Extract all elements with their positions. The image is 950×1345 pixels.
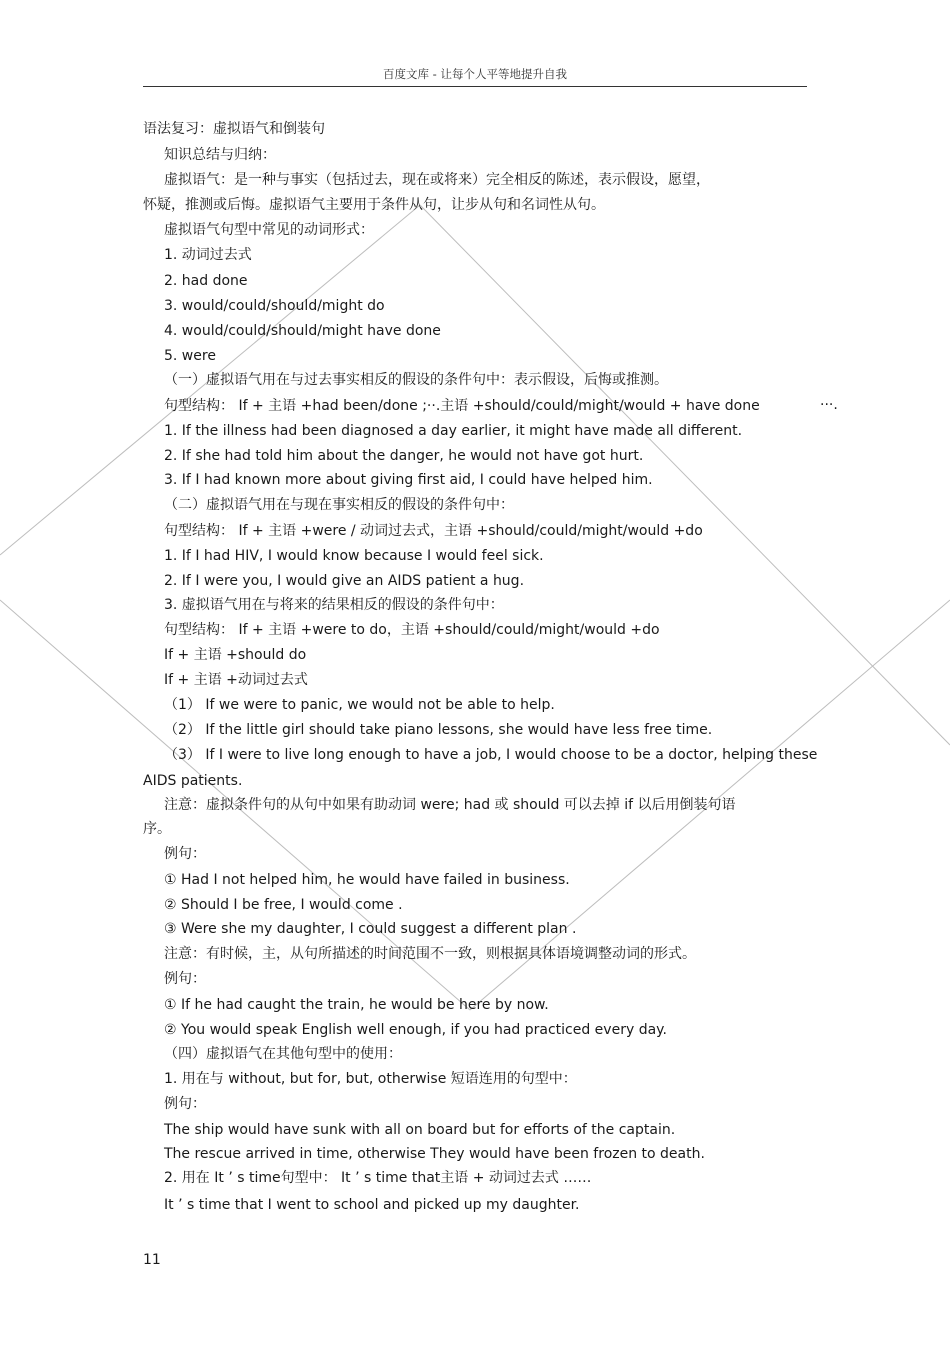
note-line: 注意：虚拟条件句的从句中如果有助动词 were; had 或 should 可以去掉 if 以后用倒装句语 [164, 797, 736, 813]
example-sentence: The rescue arrived in time, otherwise They would have been frozen to death. [164, 1146, 705, 1162]
subsection-heading: （一）虚拟语气用在与过去事实相反的假设的条件句中：表示假设，后悔或推测。 [164, 372, 668, 388]
section-heading: 知识总结与归纳： [164, 147, 276, 163]
example-sentence: The ship would have sunk with all on board but for efforts of the captain. [164, 1122, 676, 1138]
pattern-line: 句型结构： If + 主语 +were to do，主语 +should/could/might/would +do [164, 622, 660, 638]
pattern-line: If + 主语 +动词过去式 [164, 672, 308, 688]
paragraph-line: 虚拟语气：是一种与事实（包括过去，现在或将来）完全相反的陈述，表示假设，愿望， [164, 172, 710, 188]
header-divider [143, 86, 807, 87]
example-sentence: ① Had I not helped him, he would have failed in business. [164, 872, 570, 888]
list-item: 1. 用在与 without, but for, but, otherwise 短语连用的句型中： [164, 1071, 577, 1087]
subsection-heading: 3. 虚拟语气用在与将来的结果相反的假设的条件句中： [164, 597, 504, 613]
subsection-heading: （二）虚拟语气用在与现在事实相反的假设的条件句中： [164, 497, 514, 513]
pattern-line: 句型结构： If + 主语 +had been/done ;··.主语 +should/could/might/would + have done [164, 398, 760, 414]
list-item: 5. were [164, 348, 216, 364]
example-sentence: （1） If we were to panic, we would not be able to help. [164, 697, 555, 713]
example-sentence: （3） If I were to live long enough to have a job, I would choose to be a doctor, helping these [164, 747, 818, 763]
list-item: 3. would/could/should/might do [164, 298, 385, 314]
pattern-line-tail: ···. [820, 397, 838, 413]
example-sentence: 2. If she had told him about the danger, he would not have got hurt. [164, 448, 644, 464]
note-line: 序。 [143, 821, 171, 837]
example-sentence: ③ Were she my daughter, I could suggest a different plan . [164, 921, 577, 937]
example-sentence: ② Should I be free, I would come . [164, 897, 403, 913]
paragraph-line: 虚拟语气句型中常见的动词形式： [164, 222, 374, 238]
pattern-line: If + 主语 +should do [164, 647, 307, 663]
example-sentence: （2） If the little girl should take piano lessons, she would have less free time. [164, 722, 713, 738]
list-item: 1. 动词过去式 [164, 247, 252, 263]
example-label: 例句： [164, 846, 206, 862]
example-sentence: 1. If the illness had been diagnosed a day earlier, it might have made all different. [164, 423, 743, 439]
example-sentence: 2. If I were you, I would give an AIDS patient a hug. [164, 573, 525, 589]
page-header: 百度文库 - 让每个人平等地提升自我 [383, 67, 567, 81]
document-title: 语法复习：虚拟语气和倒装句 [143, 121, 325, 137]
example-sentence: It ’ s time that I went to school and picked up my daughter. [164, 1197, 580, 1213]
subsection-heading: （四）虚拟语气在其他句型中的使用： [164, 1046, 402, 1062]
list-item: 2. 用在 It ’ s time句型中： It ’ s time that主语 + 动词过去式 …… [164, 1170, 592, 1186]
example-sentence: 1. If I had HIV, I would know because I would feel sick. [164, 548, 544, 564]
pattern-line: 句型结构： If + 主语 +were / 动词过去式，主语 +should/could/might/would +do [164, 523, 703, 539]
note-line: 注意：有时候，主，从句所描述的时间范围不一致，则根据具体语境调整动词的形式。 [164, 946, 696, 962]
page-number: 11 [143, 1252, 161, 1268]
list-item: 4. would/could/should/might have done [164, 323, 441, 339]
example-sentence: ② You would speak English well enough, if you had practiced every day. [164, 1022, 667, 1038]
list-item: 2. had done [164, 273, 248, 289]
example-label: 例句： [164, 1096, 206, 1112]
example-sentence: 3. If I had known more about giving first aid, I could have helped him. [164, 472, 653, 488]
example-sentence: AIDS patients. [143, 773, 243, 789]
example-label: 例句： [164, 971, 206, 987]
paragraph-line: 怀疑，推测或后悔。虚拟语气主要用于条件从句，让步从句和名词性从句。 [143, 197, 605, 213]
example-sentence: ① If he had caught the train, he would be here by now. [164, 997, 549, 1013]
